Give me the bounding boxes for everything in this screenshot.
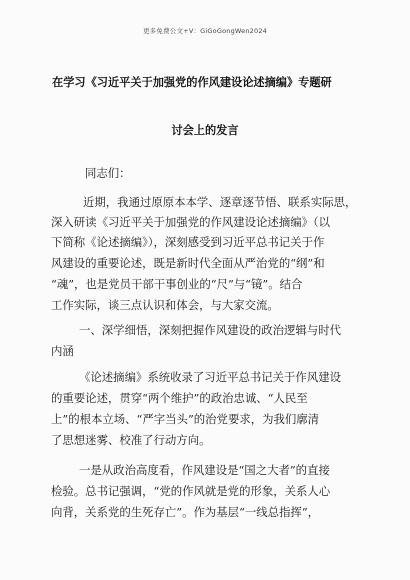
body-line: 向背，关系党的生死存亡”。作为基层“一线总指挥”，: [51, 505, 320, 519]
body-line: 检验。总书记强调，“党的作风就是党的形象，关系人心: [51, 484, 331, 498]
body-line: 一是从政治高度看，作风建设是“国之大者”的直接: [79, 463, 330, 477]
body-line: 工作实际，谈三点认识和体会，与大家交流。: [51, 298, 279, 312]
document-title-line-1: 在学习《习近平关于加强党的作风建设论述摘编》专题研: [52, 76, 332, 89]
body-line: 了思想迷雾、校准了行动方向。: [51, 433, 211, 447]
body-line: “魂”，也是党员干部干事创业的“尺”与“镜”。结合: [51, 277, 303, 291]
body-line: 上”的根本立场、“严字当头”的治党要求，为我们廓清: [51, 412, 320, 426]
header-note: 更多免费公文+V：GiGoGongWen2024: [142, 27, 267, 35]
section-heading-line: 内涵: [51, 344, 74, 358]
body-line: 近期，我通过原原本本学、逐章逐节悟、联系实际思，: [83, 195, 357, 209]
document-title-line-2: 讨会上的发言: [171, 124, 239, 137]
body-line: 的重要论述，贯穿“两个维护”的政治忠诚、“人民至: [51, 391, 308, 405]
section-heading-line: 一、深学细悟，深刻把握作风建设的政治逻辑与时代: [79, 323, 341, 337]
body-line: 下简称《论述摘编》），深刻感受到习近平总书记关于作: [51, 235, 325, 249]
body-line: 《论述摘编》系统收录了习近平总书记关于作风建设: [79, 370, 341, 384]
body-line: 深入研读《习近平关于加强党的作风建设论述摘编》（以: [51, 215, 331, 229]
body-line: 风建设的重要论述，既是新时代全面从严治党的“纲”和: [51, 256, 325, 270]
salutation: 同志们：: [85, 166, 131, 180]
